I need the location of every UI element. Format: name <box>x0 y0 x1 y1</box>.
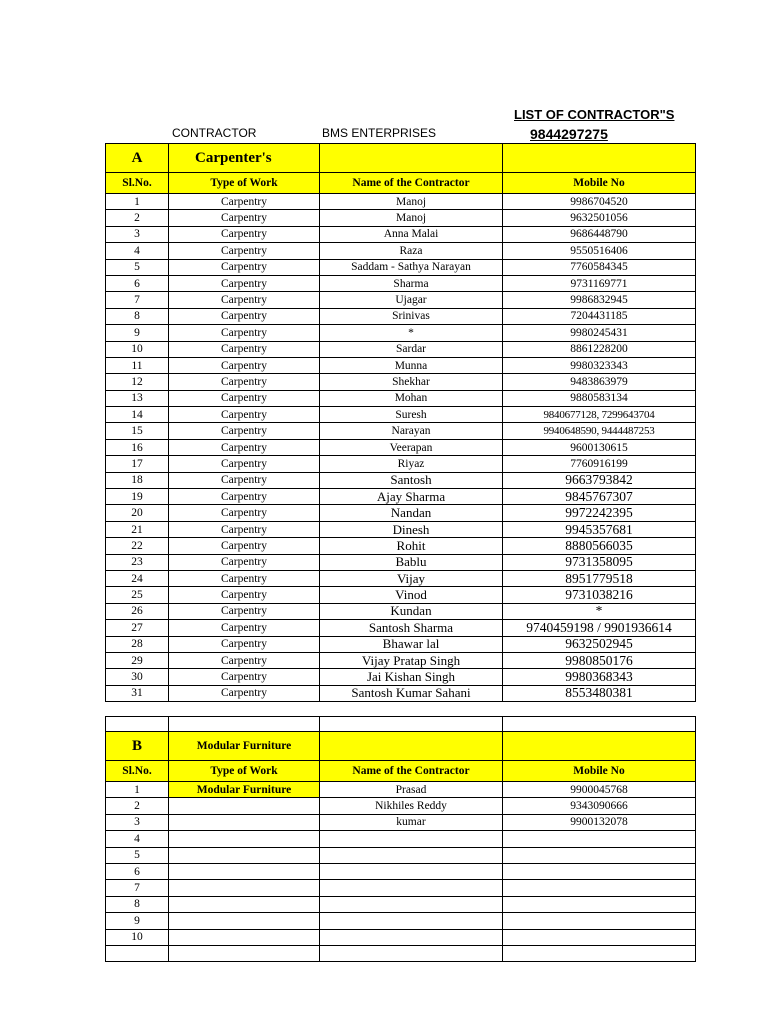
table-row <box>106 357 696 373</box>
contractor-name-cell: Prasad <box>320 782 503 798</box>
mobile-no-cell: 7760584345 <box>503 259 696 275</box>
sl-no-cell: 18 <box>106 472 169 488</box>
contractor-name-cell <box>320 896 503 912</box>
contractor-name-cell: Raza <box>320 243 503 259</box>
contractor-name-cell <box>320 945 503 961</box>
mobile-no-cell: 8951779518 <box>503 570 696 586</box>
type-of-work-cell <box>169 896 320 912</box>
sl-no-cell: 14 <box>106 407 169 423</box>
sl-no-cell: 3 <box>106 226 169 242</box>
type-of-work-cell: Carpentry <box>169 685 320 701</box>
type-of-work-cell: Carpentry <box>169 194 320 210</box>
contractor-name-cell: Riyaz <box>320 456 503 472</box>
sl-no-cell: 1 <box>106 194 169 210</box>
contractor-name-cell: Vinod <box>320 587 503 603</box>
mobile-no-cell <box>503 929 696 945</box>
table-row <box>106 929 696 945</box>
sl-no-cell: 28 <box>106 636 169 652</box>
type-of-work-cell: Carpentry <box>169 456 320 472</box>
empty-cell <box>503 144 696 173</box>
type-of-work-cell: Carpentry <box>169 390 320 406</box>
contractor-name-cell: Mohan <box>320 390 503 406</box>
contractor-name-cell: Dinesh <box>320 521 503 537</box>
type-of-work-cell: Carpentry <box>169 603 320 619</box>
sl-no-cell: 5 <box>106 259 169 275</box>
table-row <box>106 554 696 570</box>
contractor-name-cell: Saddam - Sathya Narayan <box>320 259 503 275</box>
sl-no-cell <box>106 945 169 961</box>
sl-no-cell: 1 <box>106 782 169 798</box>
type-of-work-cell <box>169 814 320 830</box>
sl-no-cell: 6 <box>106 275 169 291</box>
mobile-no-cell: 9900132078 <box>503 814 696 830</box>
table-row <box>106 798 696 814</box>
table-row <box>106 636 696 652</box>
mobile-no-cell: 7760916199 <box>503 456 696 472</box>
mobile-no-cell <box>503 831 696 847</box>
contractor-name-cell: Narayan <box>320 423 503 439</box>
mobile-no-cell: 9731358095 <box>503 554 696 570</box>
table-row <box>106 538 696 554</box>
header-phone: 9844297275 <box>530 126 608 142</box>
sl-no-cell: 4 <box>106 831 169 847</box>
contractor-name-cell: Anna Malai <box>320 226 503 242</box>
header-mobile-no: Mobile No <box>503 173 696 194</box>
table-row <box>106 587 696 603</box>
mobile-no-cell: 9980850176 <box>503 652 696 668</box>
contractor-name-cell <box>320 863 503 879</box>
mobile-no-cell: 9343090666 <box>503 798 696 814</box>
contractor-name-cell: Santosh <box>320 472 503 488</box>
mobile-no-cell <box>503 847 696 863</box>
empty-cell <box>503 732 696 761</box>
sl-no-cell: 8 <box>106 308 169 324</box>
contractor-name-cell: Santosh Sharma <box>320 620 503 636</box>
contractor-name-cell: Sardar <box>320 341 503 357</box>
table-row <box>106 210 696 226</box>
sl-no-cell: 27 <box>106 620 169 636</box>
contractor-name-cell: Bhawar lal <box>320 636 503 652</box>
mobile-no-cell <box>503 880 696 896</box>
type-of-work-cell: Carpentry <box>169 652 320 668</box>
contractor-name-cell: Vijay <box>320 570 503 586</box>
sl-no-cell: 7 <box>106 292 169 308</box>
type-of-work-cell: Carpentry <box>169 243 320 259</box>
table-row <box>106 685 696 701</box>
contractor-name-cell: Suresh <box>320 407 503 423</box>
contractor-name-cell: Bablu <box>320 554 503 570</box>
type-of-work-cell: Carpentry <box>169 407 320 423</box>
type-of-work-cell: Carpentry <box>169 521 320 537</box>
sl-no-cell: 24 <box>106 570 169 586</box>
type-of-work-cell: Carpentry <box>169 308 320 324</box>
sl-no-cell: 8 <box>106 896 169 912</box>
type-of-work-cell: Carpentry <box>169 210 320 226</box>
table-row <box>106 292 696 308</box>
mobile-no-cell: 9980245431 <box>503 325 696 341</box>
contractor-name-cell: * <box>320 325 503 341</box>
mobile-no-cell: 9940648590, 9444487253 <box>503 423 696 439</box>
type-of-work-cell: Carpentry <box>169 341 320 357</box>
mobile-no-cell: 9740459198 / 9901936614 <box>503 620 696 636</box>
table-row <box>106 374 696 390</box>
contractor-name-cell <box>320 831 503 847</box>
mobile-no-cell: 9686448790 <box>503 226 696 242</box>
type-of-work-cell: Carpentry <box>169 669 320 685</box>
type-of-work-cell: Carpentry <box>169 505 320 521</box>
sl-no-cell: 19 <box>106 489 169 505</box>
sl-no-cell: 26 <box>106 603 169 619</box>
table-row <box>106 407 696 423</box>
mobile-no-cell <box>503 945 696 961</box>
type-of-work-cell: Carpentry <box>169 620 320 636</box>
header-sl-no: Sl.No. <box>106 173 169 194</box>
table-row <box>106 603 696 619</box>
table-row <box>106 620 696 636</box>
mobile-no-cell: 9600130615 <box>503 439 696 455</box>
table-row <box>106 913 696 929</box>
type-of-work-cell <box>169 847 320 863</box>
type-of-work-cell: Carpentry <box>169 357 320 373</box>
sl-no-cell: 21 <box>106 521 169 537</box>
contractor-name-cell: Manoj <box>320 194 503 210</box>
mobile-no-cell: 9972242395 <box>503 505 696 521</box>
type-of-work-cell: Carpentry <box>169 226 320 242</box>
mobile-no-cell: 9986832945 <box>503 292 696 308</box>
table-row <box>106 863 696 879</box>
sl-no-cell: 9 <box>106 913 169 929</box>
sl-no-cell: 6 <box>106 863 169 879</box>
sl-no-cell: 23 <box>106 554 169 570</box>
table-row <box>106 226 696 242</box>
contractor-name-cell: Rohit <box>320 538 503 554</box>
list-title: LIST OF CONTRACTOR"S <box>514 107 675 122</box>
empty-cell <box>503 717 696 732</box>
type-of-work-cell: Carpentry <box>169 554 320 570</box>
contractor-name-cell: Ujagar <box>320 292 503 308</box>
mobile-no-cell: 9840677128, 7299643704 <box>503 407 696 423</box>
column-headers <box>106 761 696 782</box>
type-of-work-cell: Carpentry <box>169 275 320 291</box>
mobile-no-cell: 9731169771 <box>503 275 696 291</box>
table-row <box>106 880 696 896</box>
type-of-work-cell: Carpentry <box>169 636 320 652</box>
mobile-no-cell: 9900045768 <box>503 782 696 798</box>
type-of-work-cell <box>169 945 320 961</box>
contractor-name-cell: Nandan <box>320 505 503 521</box>
section-title: Modular Furniture <box>169 732 320 761</box>
type-of-work-cell <box>169 929 320 945</box>
header-type-of-work: Type of Work <box>169 173 320 194</box>
table-row <box>106 782 696 798</box>
section-b-header <box>106 732 696 761</box>
type-of-work-cell: Carpentry <box>169 292 320 308</box>
table-row <box>106 652 696 668</box>
header-contractor-name: Name of the Contractor <box>320 173 503 194</box>
modular-furniture-table <box>105 716 696 962</box>
mobile-no-cell: 9632502945 <box>503 636 696 652</box>
sl-no-cell: 3 <box>106 814 169 830</box>
empty-cell <box>169 717 320 732</box>
contractor-name-cell: Shekhar <box>320 374 503 390</box>
contractor-name-cell: Manoj <box>320 210 503 226</box>
header-mobile-no: Mobile No <box>503 761 696 782</box>
contractor-name-cell: Veerapan <box>320 439 503 455</box>
type-of-work-cell: Carpentry <box>169 587 320 603</box>
header-type-of-work: Type of Work <box>169 761 320 782</box>
sl-no-cell: 2 <box>106 798 169 814</box>
contractor-name-cell: Kundan <box>320 603 503 619</box>
type-of-work-cell <box>169 863 320 879</box>
sl-no-cell: 10 <box>106 929 169 945</box>
mobile-no-cell: 9632501056 <box>503 210 696 226</box>
sl-no-cell: 5 <box>106 847 169 863</box>
contractor-name-cell: Vijay Pratap Singh <box>320 652 503 668</box>
header-contractor-name: Name of the Contractor <box>320 761 503 782</box>
empty-cell <box>320 717 503 732</box>
mobile-no-cell: 9483863979 <box>503 374 696 390</box>
contractor-name-cell <box>320 913 503 929</box>
type-of-work-cell: Carpentry <box>169 472 320 488</box>
table-row <box>106 896 696 912</box>
sl-no-cell: 12 <box>106 374 169 390</box>
company-name: BMS ENTERPRISES <box>322 126 437 140</box>
type-of-work-cell <box>169 880 320 896</box>
mobile-no-cell: 9731038216 <box>503 587 696 603</box>
empty-cell <box>320 144 503 173</box>
mobile-no-cell: 9845767307 <box>503 489 696 505</box>
mobile-no-cell: 9980368343 <box>503 669 696 685</box>
sl-no-cell: 7 <box>106 880 169 896</box>
mobile-no-cell <box>503 863 696 879</box>
sl-no-cell: 13 <box>106 390 169 406</box>
table-row <box>106 308 696 324</box>
table-row <box>106 259 696 275</box>
mobile-no-cell: 9550516406 <box>503 243 696 259</box>
mobile-no-cell: 9663793842 <box>503 472 696 488</box>
empty-cell <box>320 732 503 761</box>
mobile-no-cell: 8880566035 <box>503 538 696 554</box>
type-of-work-cell: Carpentry <box>169 374 320 390</box>
type-of-work-cell: Carpentry <box>169 439 320 455</box>
table-row <box>106 275 696 291</box>
sl-no-cell: 20 <box>106 505 169 521</box>
table-row <box>106 243 696 259</box>
contractor-name-cell: Srinivas <box>320 308 503 324</box>
section-a-header <box>106 144 696 173</box>
column-headers <box>106 173 696 194</box>
contractor-name-cell <box>320 847 503 863</box>
type-of-work-cell: Carpentry <box>169 423 320 439</box>
mobile-no-cell: 7204431185 <box>503 308 696 324</box>
mobile-no-cell <box>503 896 696 912</box>
sl-no-cell: 10 <box>106 341 169 357</box>
sl-no-cell: 11 <box>106 357 169 373</box>
table-row <box>106 439 696 455</box>
table-row <box>106 505 696 521</box>
type-of-work-cell <box>169 831 320 847</box>
sl-no-cell: 25 <box>106 587 169 603</box>
type-of-work-cell: Carpentry <box>169 570 320 586</box>
sl-no-cell: 31 <box>106 685 169 701</box>
table-row <box>106 341 696 357</box>
carpenters-table <box>105 143 696 702</box>
mobile-no-cell: * <box>503 603 696 619</box>
contractor-name-cell: Nikhiles Reddy <box>320 798 503 814</box>
mobile-no-cell: 9986704520 <box>503 194 696 210</box>
table-row <box>106 814 696 830</box>
table-row <box>106 423 696 439</box>
type-of-work-cell <box>169 798 320 814</box>
sl-no-cell: 9 <box>106 325 169 341</box>
table-row <box>106 945 696 961</box>
mobile-no-cell: 9945357681 <box>503 521 696 537</box>
table-row <box>106 472 696 488</box>
table-row <box>106 390 696 406</box>
empty-cell <box>106 717 169 732</box>
spacer-row <box>106 717 696 732</box>
mobile-no-cell: 9880583134 <box>503 390 696 406</box>
contractor-name-cell: Santosh Kumar Sahani <box>320 685 503 701</box>
section-letter: B <box>106 732 169 761</box>
table-row <box>106 847 696 863</box>
type-of-work-cell: Carpentry <box>169 259 320 275</box>
contractor-name-cell: Sharma <box>320 275 503 291</box>
contractor-name-cell <box>320 880 503 896</box>
contractor-name-cell: Munna <box>320 357 503 373</box>
table-row <box>106 669 696 685</box>
table-row <box>106 325 696 341</box>
sl-no-cell: 22 <box>106 538 169 554</box>
sl-no-cell: 16 <box>106 439 169 455</box>
mobile-no-cell: 9980323343 <box>503 357 696 373</box>
contractor-name-cell: kumar <box>320 814 503 830</box>
mobile-no-cell <box>503 913 696 929</box>
sl-no-cell: 2 <box>106 210 169 226</box>
sl-no-cell: 30 <box>106 669 169 685</box>
contractor-name-cell: Jai Kishan Singh <box>320 669 503 685</box>
table-row <box>106 521 696 537</box>
table-row <box>106 489 696 505</box>
table-row <box>106 570 696 586</box>
mobile-no-cell: 8553480381 <box>503 685 696 701</box>
mobile-no-cell: 8861228200 <box>503 341 696 357</box>
type-of-work-cell <box>169 913 320 929</box>
section-title: Carpenter's <box>169 144 320 173</box>
sl-no-cell: 4 <box>106 243 169 259</box>
type-of-work-cell: Modular Furniture <box>169 782 320 798</box>
contractor-name-cell <box>320 929 503 945</box>
sl-no-cell: 29 <box>106 652 169 668</box>
type-of-work-cell: Carpentry <box>169 325 320 341</box>
sl-no-cell: 17 <box>106 456 169 472</box>
table-row <box>106 194 696 210</box>
type-of-work-cell: Carpentry <box>169 489 320 505</box>
section-letter: A <box>106 144 169 173</box>
table-row <box>106 831 696 847</box>
contractor-name-cell: Ajay Sharma <box>320 489 503 505</box>
table-row <box>106 456 696 472</box>
sl-no-cell: 15 <box>106 423 169 439</box>
header-sl-no: Sl.No. <box>106 761 169 782</box>
type-of-work-cell: Carpentry <box>169 538 320 554</box>
contractor-label: CONTRACTOR <box>172 126 257 140</box>
